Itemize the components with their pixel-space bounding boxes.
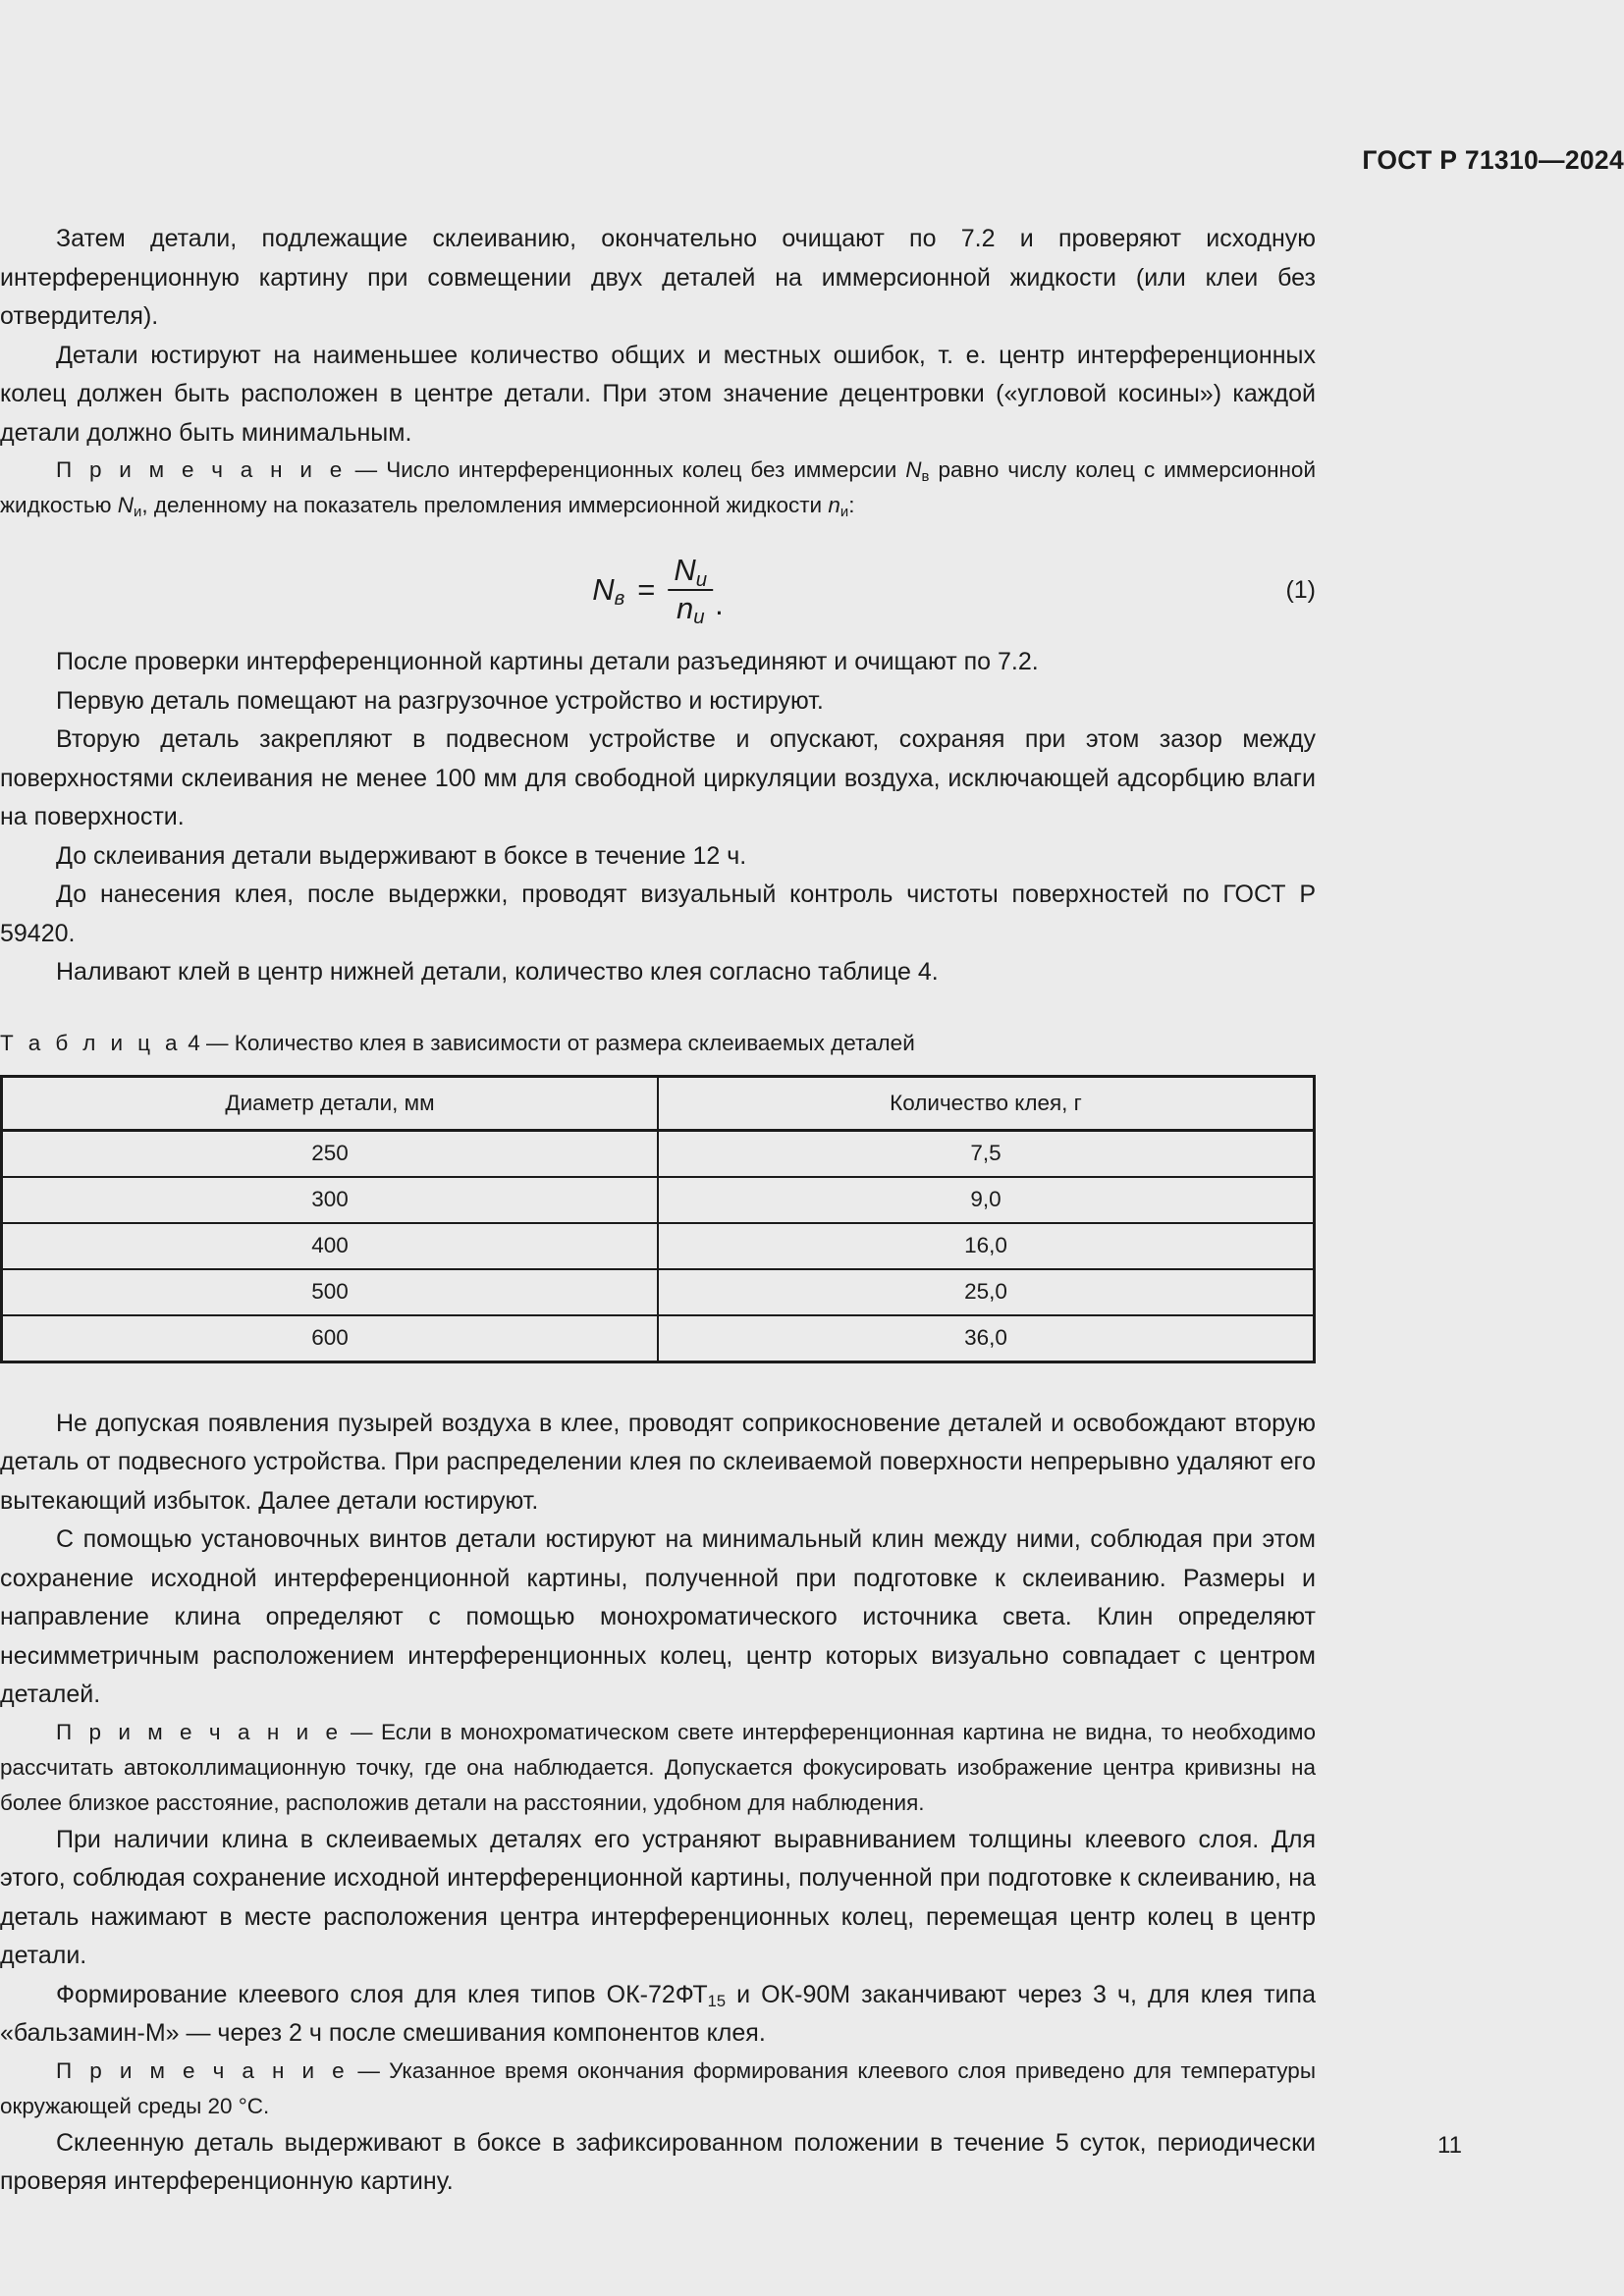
table-cell-glue-amount: 16,0: [658, 1223, 1315, 1269]
paragraph-10: С помощью установочных винтов детали юстируют на минимальный клин между ними, соблюдая при этом сохранение исходной интерференционной картины, полученной при подготовке к склеиванию. Размеры и направление клина определяют с помощью монохроматического источника света. Клин определяют несимметричным расположением интерференционных колец, центр которых визуально совпадает с центром деталей.: [0, 1525, 1316, 1708]
note-2-label: П р и м е ч а н и е: [56, 1719, 343, 1744]
formula-1: [592, 553, 724, 629]
note-1-symbol-small-n: n: [828, 493, 840, 517]
formula-row: [0, 549, 1316, 643]
note-1-sub-nv: в: [921, 469, 930, 486]
note-3-text: Указанное время окончания формирования клеевого слоя приведено для температуры окружающей среды 20 °C.: [0, 2057, 1316, 2118]
table-cell-diameter: 250: [2, 1130, 659, 1177]
note-1-text-part-2: равно числу колец с иммерсионной жидкостью: [0, 457, 1317, 517]
paragraph-12-subscript: 15: [707, 1993, 727, 2011]
note-1-text-part-1: Число интерференционных колец без иммерсии: [386, 457, 906, 482]
table-cell-diameter: 600: [2, 1315, 659, 1362]
table-body: [2, 1130, 1315, 1362]
formula-number: (1): [1285, 576, 1316, 604]
note-1-sub-small-n: и: [839, 505, 849, 521]
note-1-text-part-3: , деленному на показатель преломления иммерсионной жидкости: [141, 493, 829, 517]
table-row: [2, 1223, 1315, 1269]
formula-numerator-sub: и: [695, 567, 708, 591]
note-1-text-part-4: :: [848, 493, 855, 517]
paragraph-6: До склеивания детали выдерживают в боксе в течение 12 ч.: [56, 841, 747, 870]
note-1-label: П р и м е ч а н и е: [56, 457, 347, 482]
note-1-symbol-ni: N: [117, 493, 135, 517]
table-header-diameter: Диаметр детали, мм: [2, 1076, 659, 1130]
table-cell-glue-amount: 36,0: [658, 1315, 1315, 1362]
table-caption-dash: —: [199, 1030, 235, 1055]
note-2-text: Если в монохроматическом свете интерференционная картина не видна, то необходимо рассчитать автоколлимационную точку, где она наблюдается. Допускается фокусировать изображение центра кривизны на более близкое расстояние, расположив детали на расстоянии, удобном для наблюдения.: [0, 1719, 1316, 1815]
table-header-row: [2, 1076, 1315, 1130]
note-2: [0, 1715, 1316, 1821]
table-row: [2, 1269, 1315, 1315]
table-row: [2, 1130, 1315, 1177]
paragraph-13: Склеенную деталь выдерживают в боксе в зафиксированном положении в течение 5 суток, периодически проверяя интерференционную картину.: [0, 2128, 1316, 2195]
page-header-standard-number: ГОСТ Р 71310—2024: [1362, 145, 1624, 175]
table-cell-glue-amount: 9,0: [658, 1177, 1315, 1223]
paragraph-11: При наличии клина в склеиваемых деталях его устраняют выравниванием толщины клеевого слоя. Для этого, соблюдая сохранение исходной интерференционной картины, полученной при подготовке к склеиванию, на деталь нажимают в месте расположения центра интерференционных колец, перемещая центр колец в центр детали.: [0, 1825, 1316, 1969]
paragraph-1: Затем детали, подлежащие склеиванию, окончательно очищают по 7.2 и проверяют исходную интерференционную картину при совмещении двух деталей на иммерсионной жидкости (или клеи без отвердителя).: [0, 225, 1316, 330]
page-number: 11: [1437, 2132, 1462, 2159]
note-3-label: П р и м е ч а н и е: [56, 2057, 350, 2083]
paragraph-8: Наливают клей в центр нижней детали, количество клея согласно таблице 4.: [56, 958, 939, 986]
table-cell-diameter: 400: [2, 1223, 659, 1269]
page-body: [0, 220, 1316, 2202]
note-1-symbol-nv: N: [905, 457, 922, 482]
note-1-sub-ni: и: [134, 505, 142, 521]
table-header-glue-amount: Количество клея, г: [658, 1076, 1315, 1130]
table-cell-glue-amount: 25,0: [658, 1269, 1315, 1315]
formula-lhs-sub: в: [614, 587, 625, 611]
note-2-dash: —: [342, 1719, 381, 1744]
formula-denominator-sub: и: [693, 606, 705, 629]
table-cell-glue-amount: 7,5: [658, 1130, 1315, 1177]
paragraph-12-part-1: Формирование клеевого слоя для клея типов ОК-72ФТ: [56, 1980, 708, 2008]
table-row: [2, 1177, 1315, 1223]
table-cell-diameter: 300: [2, 1177, 659, 1223]
table-caption-label: Т а б л и ц а: [0, 1030, 182, 1055]
formula-terminator: .: [715, 587, 724, 622]
table-caption-title: Количество клея в зависимости от размера склеиваемых деталей: [234, 1030, 915, 1055]
note-3: [0, 2054, 1316, 2124]
formula-lhs: $N_в$: [592, 571, 625, 611]
table-row: [2, 1315, 1315, 1362]
note-1: [0, 453, 1316, 523]
paragraph-12-part-2: и ОК-90М заканчивают через 3 ч, для клея типа «бальзамин-М» — через 2 ч после смешивания компонентов клея.: [0, 1980, 1316, 2047]
formula-numerator: $N_и$: [674, 553, 708, 591]
table-caption: [0, 1028, 1316, 1059]
paragraph-5: Вторую деталь закрепляют в подвесном устройстве и опускают, сохраняя при этом зазор между поверхностями склеивания не менее 100 мм для свободной циркуляции воздуха, исключающей адсорбцию влаги на поверхности.: [0, 725, 1316, 830]
table-caption-number: 4: [188, 1030, 200, 1055]
table-cell-diameter: 500: [2, 1269, 659, 1315]
formula-equals: =: [637, 571, 656, 607]
formula-denominator: $n_и$: [676, 590, 705, 629]
paragraph-3: После проверки интерференционной картины детали разъединяют и очищают по 7.2.: [56, 648, 1039, 675]
table-head: [2, 1076, 1315, 1130]
note-1-dash: —: [346, 457, 387, 482]
paragraph-12: [0, 1976, 1316, 2054]
note-3-dash: —: [349, 2057, 390, 2083]
paragraph-9: Не допуская появления пузырей воздуха в клее, проводят соприкосновение деталей и освобождают вторую деталь от подвесного устройства. При распределении клея по склеиваемой поверхности непрерывно удаляют его вытекающий избыток. Далее детали юстируют.: [0, 1409, 1316, 1515]
formula-fraction: [668, 553, 713, 629]
paragraph-2: Детали юстируют на наименьшее количество общих и местных ошибок, т. е. центр интерференционных колец должен быть расположен в центре детали. При этом значение децентровки («угловой косины») каждой детали должно быть минимальным.: [0, 341, 1316, 447]
paragraph-4: Первую деталь помещают на разгрузочное устройство и юстируют.: [56, 686, 824, 715]
paragraph-7: До нанесения клея, после выдержки, проводят визуальный контроль чистоты поверхностей по ГОСТ Р 59420.: [0, 881, 1316, 947]
glue-quantity-table: [0, 1075, 1316, 1363]
